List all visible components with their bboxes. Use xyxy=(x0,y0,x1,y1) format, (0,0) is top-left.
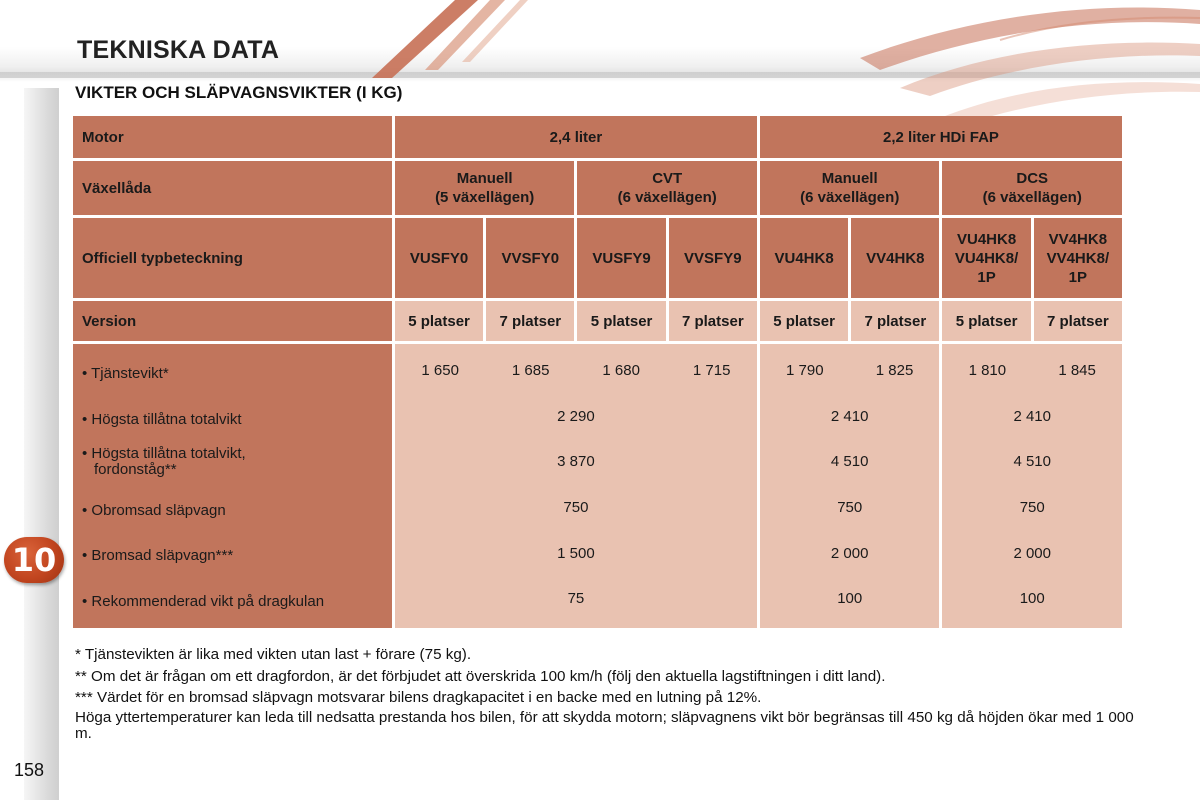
footnote-service-weight: * Tjänstevikten är lika med vikten utan last + förare (75 kg). xyxy=(75,646,472,663)
chapter-margin-strip xyxy=(24,88,59,800)
type-code-line: 1P xyxy=(977,268,996,286)
gearbox-option xyxy=(942,161,1122,215)
type-code-multi xyxy=(1034,218,1122,298)
gearbox-name: Manuell xyxy=(821,170,878,187)
table-cell: 1 650 xyxy=(421,362,459,380)
gearbox-name: CVT xyxy=(652,170,683,187)
weight-labels-column xyxy=(73,344,392,628)
table-row xyxy=(760,485,940,531)
table-row xyxy=(395,394,757,440)
table-cell: 4 510 xyxy=(1013,453,1051,471)
engine-2-4-liter: 2,4 liter xyxy=(395,116,757,158)
values-block-2-4 xyxy=(395,344,757,628)
version-value: 5 platser xyxy=(395,301,483,341)
weights-table xyxy=(70,113,1125,631)
gearbox-gears: (6 växellägen) xyxy=(800,189,900,206)
table-row xyxy=(395,348,757,394)
type-code: VVSFY9 xyxy=(669,218,757,298)
section-heading: VIKTER OCH SLÄPVAGNSVIKTER (I KG) xyxy=(75,83,403,102)
table-cell: 75 xyxy=(567,590,585,608)
label-max-train-weight: • Högsta tillåtna totalvikt, fordonståg** xyxy=(82,445,246,479)
type-code: VV4HK8 xyxy=(851,218,939,298)
table-cell: 2 290 xyxy=(557,407,595,425)
footnote-towing-speed: ** Om det är frågan om ett dragfordon, är det förbjudet att överskrida 100 km/h (följ den aktuella lagstiftningen i ditt land). xyxy=(75,667,886,685)
page-number: 158 xyxy=(14,760,45,780)
table-cell: 1 810 xyxy=(968,362,1007,380)
table-cell: 1 825 xyxy=(875,362,914,380)
values-block-manuell-hdi xyxy=(760,344,940,628)
table-cell: 1 715 xyxy=(692,362,731,380)
table-cell: 2 000 xyxy=(1013,544,1051,562)
table-cell: 100 xyxy=(837,590,863,608)
gearbox-option xyxy=(760,161,940,215)
table-row xyxy=(942,348,1122,394)
table-row xyxy=(395,576,757,622)
table-row xyxy=(760,348,940,394)
gearbox-name: DCS xyxy=(1016,170,1049,187)
gearbox-label: Växellåda xyxy=(73,161,392,215)
gearbox-gears: (6 växellägen) xyxy=(617,189,717,206)
table-cell: 1 790 xyxy=(786,362,824,380)
values-block-dcs-hdi xyxy=(942,344,1122,628)
gearbox-option xyxy=(395,161,575,215)
label-max-total-weight: • Högsta tillåtna totalvikt xyxy=(82,410,242,428)
footnotes xyxy=(75,645,1135,744)
table-row xyxy=(395,439,757,485)
header-shadow xyxy=(0,72,1200,82)
type-code-multi xyxy=(942,218,1030,298)
type-code-line: VV4HK8/ xyxy=(1046,249,1110,267)
footnote-high-temperature: Höga yttertemperaturer kan leda till nedsatta prestanda hos bilen, för att skydda motorn; släpvagnens vikt bör begränsas till 450 kg då höjden ökar med 1 000 m. xyxy=(75,709,1134,742)
table-row xyxy=(760,576,940,622)
label-braked-trailer: • Bromsad släpvagn*** xyxy=(82,547,234,565)
type-code-line: 1P xyxy=(1068,268,1088,286)
table-cell: 1 680 xyxy=(602,362,640,380)
label-unbraked-trailer: • Obromsad släpvagn xyxy=(82,501,226,519)
gearbox-row xyxy=(73,161,1122,215)
table-row xyxy=(760,394,940,440)
table-row xyxy=(942,394,1122,440)
table-cell: 1 500 xyxy=(557,544,595,562)
gearbox-gears: (5 växellägen) xyxy=(435,189,535,206)
label-towball-weight: • Rekommenderad vikt på dragkulan xyxy=(82,592,325,610)
version-value: 7 platser xyxy=(851,301,939,341)
table-cell: 1 685 xyxy=(511,362,550,380)
page-title: TEKNISKA DATA xyxy=(77,36,280,64)
type-code: VU4HK8 xyxy=(760,218,848,298)
label-service-weight: • Tjänstevikt* xyxy=(82,365,169,382)
gearbox-name: Manuell xyxy=(456,170,513,187)
table-cell: 3 870 xyxy=(557,453,595,471)
version-value: 5 platser xyxy=(760,301,848,341)
table-row xyxy=(942,439,1122,485)
table-cell: 4 510 xyxy=(830,453,869,471)
table-cell: 750 xyxy=(1019,499,1045,517)
type-code: VVSFY0 xyxy=(486,218,574,298)
version-value: 5 platser xyxy=(942,301,1030,341)
motor-label: Motor xyxy=(73,116,392,158)
table-cell: 2 410 xyxy=(1013,407,1051,425)
table-row xyxy=(395,530,757,576)
table-row xyxy=(942,485,1122,531)
gearbox-gears: (6 växellägen) xyxy=(982,189,1082,206)
type-code: VUSFY0 xyxy=(395,218,483,298)
chapter-badge: 10 xyxy=(4,537,64,583)
engine-2-2-hdi: 2,2 liter HDi FAP xyxy=(760,116,1122,158)
table-row xyxy=(760,439,940,485)
table-row xyxy=(395,485,757,531)
version-row xyxy=(73,301,1122,341)
weights-body-row xyxy=(73,344,1122,628)
type-code-line: VV4HK8 xyxy=(1048,230,1108,248)
table-row xyxy=(942,530,1122,576)
type-designation-row xyxy=(73,218,1122,298)
version-label: Version xyxy=(73,301,392,341)
version-value: 7 platser xyxy=(486,301,574,341)
table-cell: 750 xyxy=(837,499,863,517)
type-code-line: VU4HK8 xyxy=(956,230,1017,248)
footnote-braked-trailer: *** Värdet för en bromsad släpvagn motsvarar bilens dragkapacitet i en backe med en lutning på 12%. xyxy=(75,689,762,706)
table-cell: 750 xyxy=(563,499,589,517)
type-designation-label: Officiell typbeteckning xyxy=(73,218,392,298)
table-cell: 2 000 xyxy=(830,544,869,562)
version-value: 5 platser xyxy=(577,301,665,341)
table-row xyxy=(942,576,1122,622)
type-code: VUSFY9 xyxy=(577,218,665,298)
table-cell: 2 410 xyxy=(830,407,869,425)
type-code-line: VU4HK8/ xyxy=(954,249,1019,267)
table-cell: 1 845 xyxy=(1058,362,1096,380)
motor-row xyxy=(73,116,1122,158)
gearbox-option xyxy=(577,161,757,215)
version-value: 7 platser xyxy=(669,301,757,341)
table-row xyxy=(760,530,940,576)
table-cell: 100 xyxy=(1019,590,1045,608)
version-value: 7 platser xyxy=(1034,301,1122,341)
